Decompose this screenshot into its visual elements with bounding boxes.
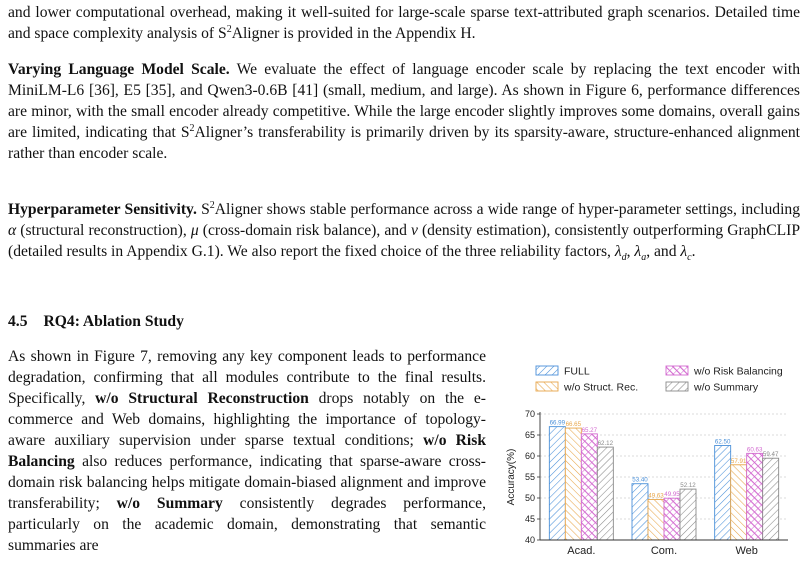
paragraph-complexity bbox=[8, 2, 800, 44]
para3-t1: S bbox=[196, 201, 210, 218]
para3-t3: (structural reconstruction), bbox=[16, 222, 191, 239]
para1-line1: and lower computational overhead, making it well-suited for large-scale sparse text-attributed graph bbox=[8, 4, 643, 21]
bar-com-w-o-summary bbox=[680, 489, 696, 540]
legend-label-w-o-struct-rec: w/o Struct. Rec. bbox=[564, 381, 639, 394]
xtick-label-web: Web bbox=[735, 545, 758, 557]
para2-sup: 2 bbox=[189, 122, 195, 134]
lambda-a-symbol: $\lambda_a$ bbox=[634, 243, 647, 264]
para3-t4: (cross-domain risk balance), and bbox=[198, 222, 411, 239]
alpha-symbol: α bbox=[8, 222, 17, 239]
bar-value-web-w-o-struct-rec: 57.91 bbox=[730, 457, 747, 465]
para4-t3: also reduces performance, indicating that sparse-aware cross-domain risk balancing helps mitigate domain-biased alignment and improve transferability; bbox=[8, 453, 486, 512]
bar-acad-w-o-struct-rec bbox=[565, 428, 581, 540]
bar-value-acad-w-o-struct-rec: 66.65 bbox=[565, 421, 582, 429]
para2-text2: Aligner’s transferability is primarily driven by its sparsity-aware, structure-enhanced alignment rather than encoder scale. bbox=[8, 124, 800, 162]
bar-web-full bbox=[715, 446, 731, 541]
ablation-bar-chart bbox=[498, 358, 802, 579]
bar-value-com-full: 53.40 bbox=[632, 476, 648, 484]
para2-text1: We evaluate the effect of language encoder scale by replacing the text encoder with MiniLM-L6 [36], E5 [35], and Qwen3-0.6B [41] (small, medium, and large). As shown in Figure 6, performance differences are minor, with the small encoder already competitive. While the large encoder slightly improves some domains, overall gains are limited, indicating that S bbox=[8, 61, 800, 141]
para3-sup: 2 bbox=[209, 199, 215, 211]
ytick-label-70: 70 bbox=[524, 409, 535, 419]
chart-bars bbox=[549, 420, 779, 540]
xtick-label-acad: Acad. bbox=[567, 545, 596, 557]
para4-t4: consistently degrades performance, particularly on the academic domain, demonstrating that semantic summaries are bbox=[8, 495, 486, 554]
legend-label-full: FULL bbox=[564, 365, 590, 378]
bar-value-com-w-o-summary: 52.12 bbox=[680, 482, 696, 490]
ytick-label-45: 45 bbox=[524, 514, 535, 524]
bar-value-acad-w-o-summary: 62.12 bbox=[597, 440, 614, 448]
para3-and: , and bbox=[646, 243, 681, 260]
mu-symbol: μ bbox=[190, 222, 199, 239]
bar-value-web-w-o-summary: 59.47 bbox=[762, 451, 779, 459]
legend-label-w-o-risk-balancing: w/o Risk Balancing bbox=[694, 365, 783, 378]
bar-com-w-o-struct-rec bbox=[648, 500, 664, 540]
legend-swatch-w-o-summary bbox=[666, 382, 688, 391]
bar-com-full bbox=[632, 484, 648, 540]
para4-b3: w/o Summary bbox=[116, 495, 223, 512]
para3-comma: , bbox=[626, 243, 635, 260]
legend-swatch-w-o-risk-balancing bbox=[666, 366, 688, 375]
para1-sup: 2 bbox=[226, 23, 232, 35]
section-number: 4.5 bbox=[8, 313, 28, 330]
para1-line2b: Aligner is provided in the Appendix H. bbox=[231, 25, 476, 42]
legend-label-w-o-summary: w/o Summary bbox=[694, 381, 759, 394]
bar-web-w-o-risk-balancing bbox=[747, 453, 763, 540]
para4-t1: As shown in Figure 7, removing any key component leads to performance degradation, confirming that all modules contribute to the final results. Specifically, bbox=[8, 348, 486, 407]
y-axis-label: Accuracy(%) bbox=[506, 448, 517, 506]
nu-symbol: ν bbox=[410, 222, 418, 239]
xtick-label-com: Com. bbox=[650, 545, 678, 557]
para4-b1: w/o Structural Reconstruction bbox=[95, 390, 309, 407]
bar-value-com-w-o-struct-rec: 49.63 bbox=[648, 492, 664, 500]
bar-value-web-w-o-risk-balancing: 60.63 bbox=[746, 446, 763, 454]
ytick-label-40: 40 bbox=[524, 535, 535, 545]
bar-web-w-o-struct-rec bbox=[731, 465, 747, 540]
para3-title: Hyperparameter Sensitivity. bbox=[8, 201, 197, 218]
legend-swatch-full bbox=[536, 366, 558, 375]
para3-t2: Aligner shows stable performance across a wide range of hyper-parameter settings, including bbox=[214, 201, 801, 218]
section-title: RQ4: Ablation Study bbox=[43, 313, 184, 330]
section-heading bbox=[8, 313, 184, 331]
para2-title: Varying Language Model Scale. bbox=[8, 61, 230, 78]
bar-value-acad-full: 66.99 bbox=[549, 419, 566, 427]
bar-com-w-o-risk-balancing bbox=[664, 498, 680, 540]
para4-b2: w/o Risk Balancing bbox=[8, 432, 487, 470]
bar-value-acad-w-o-risk-balancing: 65.27 bbox=[581, 426, 598, 434]
chart-legend bbox=[536, 366, 783, 394]
para3-period: . bbox=[691, 243, 696, 260]
para4-t2: drops notably on the e-commerce and Web domains, highlighting the importance of topology-aware auxiliary supervision under sparse textual conditions; bbox=[8, 390, 487, 449]
paragraph-language-model-scale bbox=[8, 59, 800, 164]
bar-value-com-w-o-risk-balancing: 49.95 bbox=[664, 491, 680, 499]
ytick-label-55: 55 bbox=[524, 472, 535, 482]
lambda-c-symbol: $\lambda_c$ bbox=[680, 243, 692, 264]
paragraph-hyperparameter bbox=[8, 199, 800, 262]
lambda-d-symbol: $\lambda_d$ bbox=[614, 243, 627, 264]
ytick-label-65: 65 bbox=[524, 430, 535, 440]
bar-acad-full bbox=[549, 427, 565, 540]
bar-acad-w-o-risk-balancing bbox=[581, 434, 597, 540]
ytick-label-60: 60 bbox=[524, 451, 535, 461]
bar-value-web-full: 62.50 bbox=[714, 438, 731, 446]
bar-web-w-o-summary bbox=[763, 458, 779, 540]
bar-acad-w-o-summary bbox=[597, 447, 613, 540]
ytick-label-50: 50 bbox=[524, 493, 535, 503]
paragraph-ablation bbox=[8, 346, 486, 556]
legend-swatch-w-o-struct-rec bbox=[536, 382, 558, 391]
para1-line2a: scenarios. Detailed time and space complexity analysis of S bbox=[8, 4, 801, 42]
para3-t5: (density estimation), consistently outperforming GraphCLIP (detailed results in Appendix G.1). We also report the fixed choice of the three reliability factors, bbox=[8, 222, 800, 260]
